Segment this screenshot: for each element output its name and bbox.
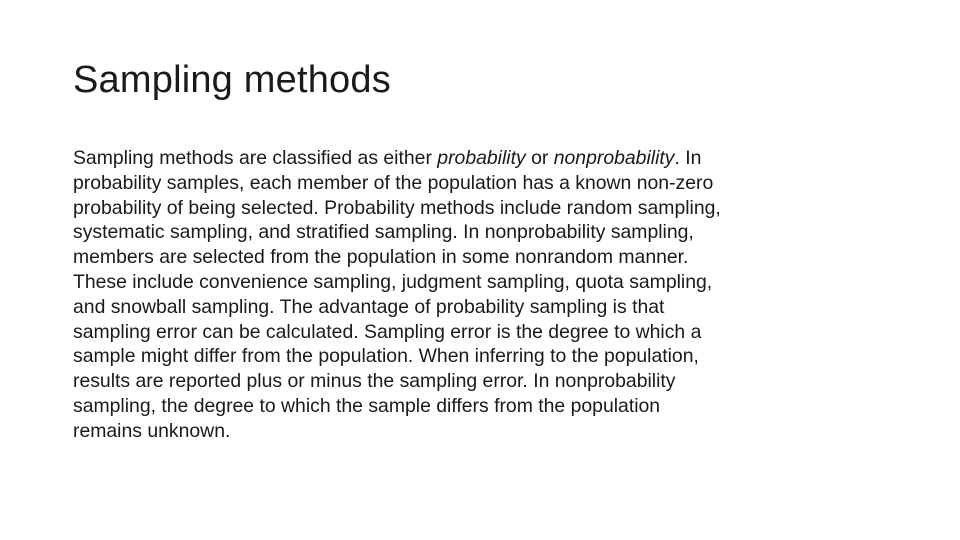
body-line-4: systematic sampling, and stratified sampling. In nonprobability sampling, bbox=[73, 221, 694, 244]
emphasis-nonprobability: nonprobability bbox=[553, 147, 675, 169]
body-line-8: sampling error can be calculated. Sampling error is the degree to which a bbox=[73, 320, 702, 343]
body-line-9: sample might differ from the population. When inferring to the population, bbox=[73, 345, 699, 368]
body-line-7: and snowball sampling. The advantage of probability sampling is that bbox=[73, 295, 665, 318]
body-line-12: remains unknown. bbox=[73, 419, 231, 442]
body-text-segment: Sampling methods are classified as either bbox=[73, 147, 438, 169]
body-line-10: results are reported plus or minus the sampling error. In nonprobability bbox=[73, 370, 676, 393]
body-text-segment: . In bbox=[674, 147, 702, 169]
body-line-3: probability of being selected. Probability methods include random sampling, bbox=[73, 196, 721, 219]
slide-body-text bbox=[73, 146, 888, 444]
body-line-1 bbox=[73, 146, 888, 171]
slide-title: Sampling methods bbox=[73, 59, 391, 101]
body-line-5: members are selected from the population in some nonrandom manner. bbox=[73, 246, 689, 269]
body-line-2: probability samples, each member of the population has a known non-zero bbox=[73, 171, 714, 194]
emphasis-probability: probability bbox=[437, 147, 526, 169]
body-text-segment: or bbox=[525, 147, 554, 169]
body-line-6: These include convenience sampling, judgment sampling, quota sampling, bbox=[73, 270, 713, 293]
body-line-11: sampling, the degree to which the sample differs from the population bbox=[73, 394, 661, 417]
